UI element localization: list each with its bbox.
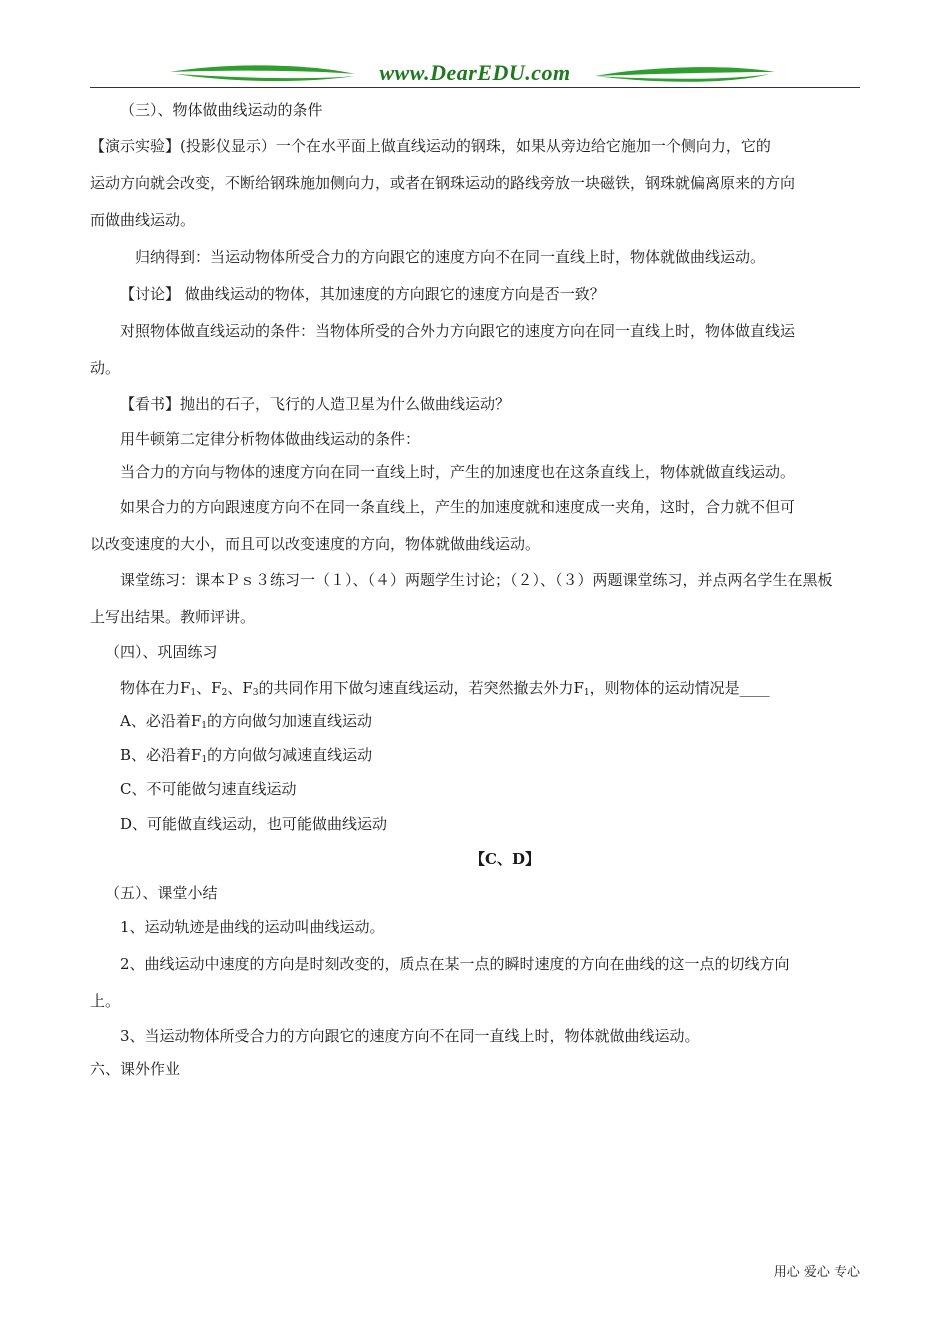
compare-text-line-1: 对照物体做直线运动的条件：当物体所受的合外力方向跟它的速度方向在同一直线上时，物体做直线运: [120, 322, 796, 340]
demo-text-line-1: 【演示实验】(投影仪显示）一个在水平面上做直线运动的钢珠，如果从旁边给它施加一个侧向力，它的: [90, 137, 771, 155]
if-text-line-2: 以改变速度的大小，而且可以改变速度的方向，物体就做曲线运动。: [90, 535, 541, 553]
section-5-heading: （五）、课堂小结: [105, 884, 218, 902]
if-text-line-1: 如果合力的方向跟速度方向不在同一条直线上，产生的加速度就和速度成一夹角，这时，合力就不但可: [120, 498, 796, 516]
discussion-text: 【讨论】 做曲线运动的物体，其加速度的方向跟它的速度方向是否一致？: [120, 285, 605, 303]
summary-item-2-line-1: 2、曲线运动中速度的方向是时刻改变的，质点在某一点的瞬时速度的方向在曲线的这一点的切线方向: [120, 955, 790, 973]
logo-text: www.DearEDU.com: [379, 60, 571, 85]
footer-motto: 用心 爱心 专心: [773, 1265, 860, 1280]
conclusion-text: 归纳得到：当运动物体所受合力的方向跟它的速度方向不在同一直线上时，物体就做曲线运动。: [135, 248, 766, 266]
practice-text-line-1: 课堂练习：课本Ｐｓ３练习一（１）、（４）两题学生讨论；（２）、（３）两题课堂练习，并点两名学生在黑板: [120, 571, 833, 589]
summary-item-2-line-2: 上。: [90, 992, 121, 1010]
answer-text: 【C、D】: [470, 850, 540, 868]
same-line-text: 当合力的方向与物体的速度方向在同一直线上时，产生的加速度也在这条直线上，物体就做直线运动。: [120, 463, 796, 481]
summary-item-3: 3、当运动物体所受合力的方向跟它的速度方向不在同一直线上时，物体就做曲线运动。: [120, 1027, 700, 1045]
option-a: A、必沿着$F_1$的方向做匀加速直线运动: [120, 712, 372, 731]
question-text: 物体在力$F_1$、$F_2$、$F_3$的共同作用下做匀速直线运动，若突然撤去外力$F_1$，则物体的运动情况是____: [120, 679, 770, 698]
option-b: B、必沿着$F_1$的方向做匀减速直线运动: [120, 746, 373, 765]
section-6-heading: 六、课外作业: [90, 1060, 181, 1078]
option-c: C、不可能做匀速直线运动: [120, 780, 297, 798]
section-3-heading: （三）、物体做曲线运动的条件: [120, 101, 323, 119]
read-text: 【看书】抛出的石子，飞行的人造卫星为什么做曲线运动？: [120, 395, 511, 413]
newton-text: 用牛顿第二定律分析物体做曲线运动的条件：: [120, 430, 421, 448]
option-d: D、可能做直线运动，也可能做曲线运动: [120, 815, 388, 833]
compare-text-line-2: 动。: [90, 359, 121, 377]
demo-text-line-3: 而做曲线运动。: [90, 211, 196, 229]
summary-item-1: 1、运动轨迹是曲线的运动叫曲线运动。: [120, 918, 385, 936]
demo-text-line-2: 运动方向就会改变，不断给钢珠施加侧向力，或者在钢珠运动的路线旁放一块磁铁，钢珠就偏离原来的方向: [90, 174, 796, 192]
site-logo: [170, 58, 780, 88]
page-header: [0, 0, 950, 100]
practice-text-line-2: 上写出结果。教师评讲。: [90, 608, 256, 626]
section-4-heading: （四）、巩固练习: [105, 643, 218, 661]
header-rule: [90, 87, 860, 88]
